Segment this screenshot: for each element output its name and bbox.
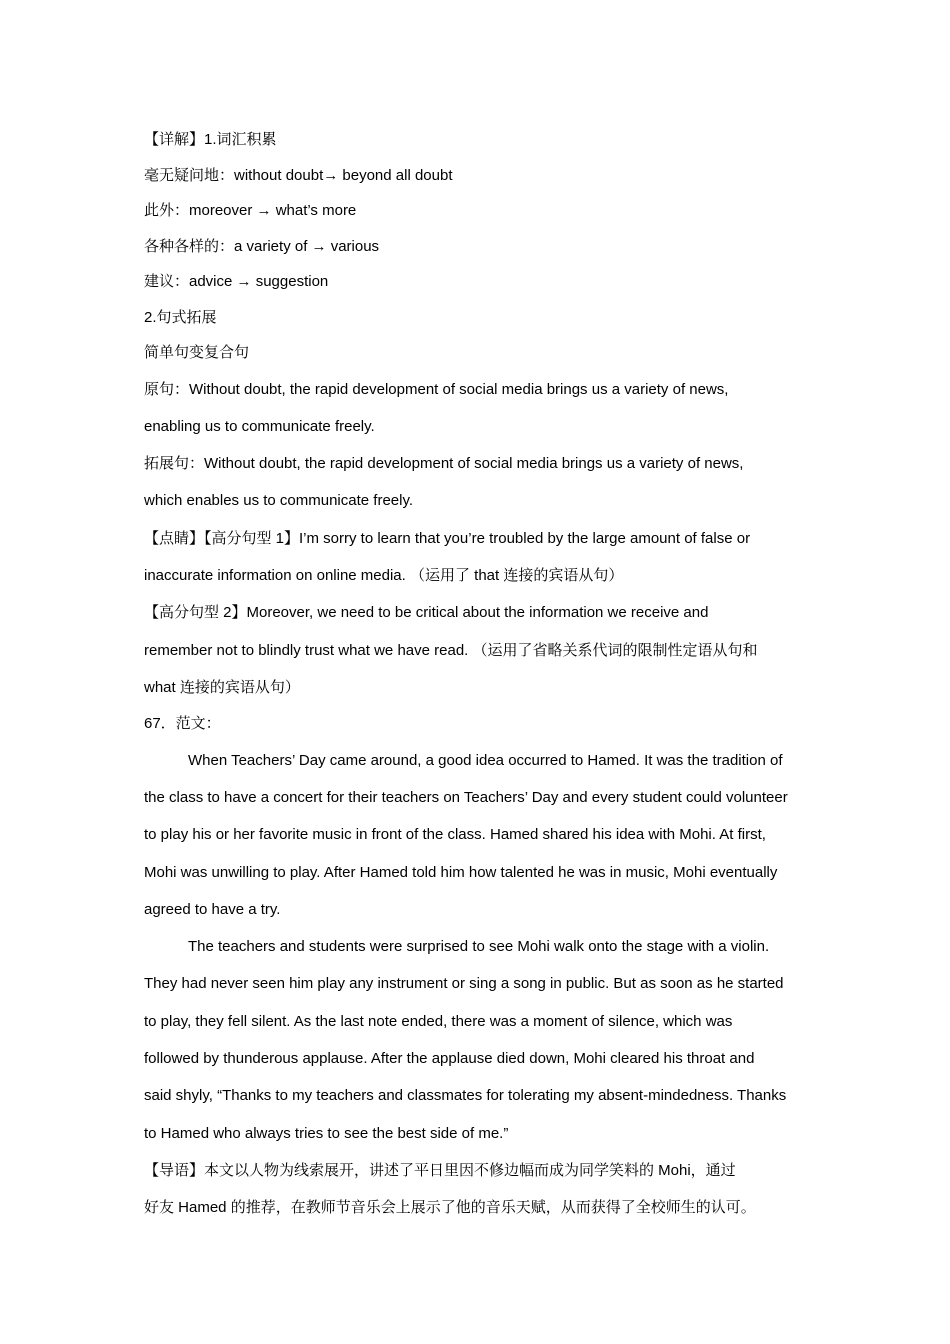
guide-summary-cont: 好友 Hamed 的推荐，在教师节音乐会上展示了他的音乐天赋，从而获得了全校师生的认可。 [144,1199,756,1217]
vocab-item: 此外：moreover → what’s more [144,202,357,219]
key-pattern-1: 【点睛】【高分句型 1】I’m sorry to learn that you’re troubled by the large amount of false or [144,529,751,547]
vocab-item: 建议：advice → suggestion [144,273,329,290]
vocab-item: 毫无疑问地：without doubt→ beyond all doubt [144,166,453,184]
expanded-sentence-cont: which enables us to communicate freely. [144,492,414,510]
essay-paragraph-2-line: followed by thunderous applause. After the applause died down, Mohi cleared his throat and [144,1050,755,1068]
essay-heading: 67．范文： [144,715,221,733]
document-body [144,122,819,1227]
essay-paragraph-2-line: The teachers and students were surprised to see Mohi walk onto the stage with a violin. [188,938,770,956]
essay-paragraph-2-line: They had never seen him play any instrument or sing a song in public. But as soon as he started [144,975,784,993]
essay-paragraph-1-line: When Teachers’ Day came around, a good idea occurred to Hamed. It was the tradition of [188,751,783,769]
essay-paragraph-1-line: agreed to have a try. [144,900,281,918]
essay-paragraph-2-line: to play, they fell silent. As the last note ended, there was a moment of silence, which was [144,1012,733,1030]
original-sentence: 原句：Without doubt, the rapid development of social media brings us a variety of news, [144,380,729,398]
essay-paragraph-2-line: said shyly, “Thanks to my teachers and classmates for tolerating my absent-mindedness. Thanks [144,1087,787,1105]
essay-paragraph-1-line: to play his or her favorite music in front of the class. Hamed shared his idea with Mohi. At first, [144,826,766,844]
key-pattern-1-cont: inaccurate information on online media. （运用了 that 连接的宾语从句） [144,566,624,584]
key-pattern-2: 【高分句型 2】Moreover, we need to be critical about the information we receive and [144,604,709,622]
vocab-item: 各种各样的：a variety of → various [144,237,380,255]
essay-paragraph-1-line: the class to have a concert for their teachers on Teachers’ Day and every student could volunteer [144,788,788,806]
heading-sentence-expansion: 2.句式拓展 [144,308,217,326]
essay-paragraph-2-line: to Hamed who always tries to see the best side of me.” [144,1124,509,1142]
key-pattern-2-end: what 连接的宾语从句） [144,678,300,696]
expanded-sentence: 拓展句：Without doubt, the rapid development of social media brings us a variety of news, [144,455,744,473]
heading-detail-vocabulary: 【详解】1.词汇积累 [144,131,277,148]
guide-summary: 【导语】本文以人物为线索展开，讲述了平日里因不修边幅而成为同学笑料的 Mohi，通过 [144,1161,736,1179]
subheading-simple-to-complex: 简单句变复合句 [144,344,250,361]
essay-paragraph-1-line: Mohi was unwilling to play. After Hamed told him how talented he was in music, Mohi eventually [144,863,778,881]
original-sentence-cont: enabling us to communicate freely. [144,417,375,435]
key-pattern-2-cont: remember not to blindly trust what we have read. （运用了省略关系代词的限制性定语从句和 [144,641,758,659]
